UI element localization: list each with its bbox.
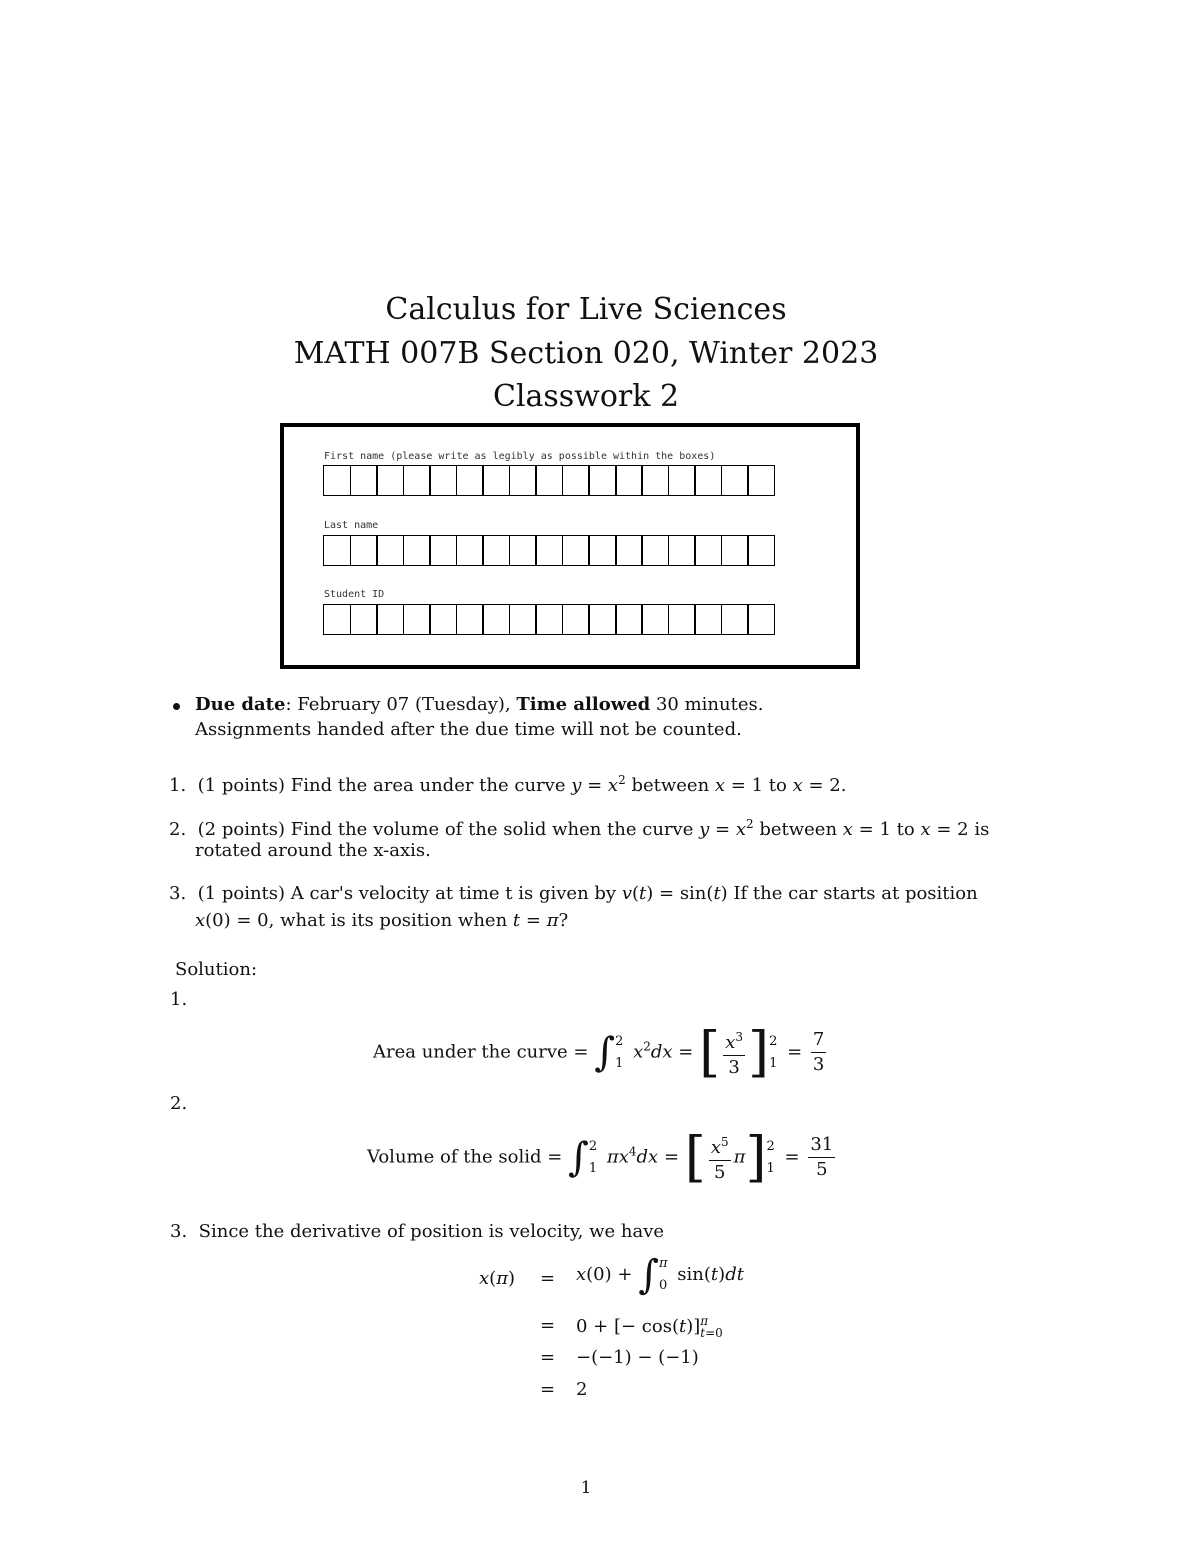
due-label: Due date (195, 694, 286, 715)
problem-1-text-b: between (631, 775, 710, 796)
letter-box[interactable] (535, 465, 563, 496)
letter-box[interactable] (694, 465, 722, 496)
letter-box[interactable] (429, 604, 457, 635)
letter-box[interactable] (641, 465, 669, 496)
equals-sign: = (540, 1315, 556, 1336)
solution-3-step-3: −(−1) − (−1) (576, 1347, 699, 1368)
problem-2-continued: rotated around the x-axis. (195, 840, 431, 861)
problem-2-number: 2. (169, 819, 187, 840)
letter-box[interactable] (350, 465, 378, 496)
letter-box[interactable] (482, 535, 510, 566)
last-name-label: Last name (324, 520, 379, 531)
letter-box[interactable] (403, 465, 431, 496)
letter-box[interactable] (456, 604, 484, 635)
solution-3-step-1-rhs: x(0) + ∫ π 0 sin(t)dt (576, 1252, 744, 1298)
integral-icon: ∫ (594, 1029, 616, 1076)
letter-box[interactable] (403, 535, 431, 566)
problem-2-text-a: (2 points) Find the volume of the solid when the curve (197, 819, 694, 840)
first-name-label: First name (please write as legibly as possible within the boxes) (324, 451, 716, 462)
student-id-label: Student ID (324, 589, 385, 600)
time-label: Time allowed (516, 694, 651, 715)
letter-box[interactable] (562, 604, 590, 635)
problem-3-text-c: , what is its position when (268, 910, 508, 931)
last-name-boxes[interactable] (323, 535, 775, 566)
letter-box[interactable] (509, 535, 537, 566)
solution-1-result-den: 3 (812, 1054, 825, 1075)
time-value: 30 minutes. (650, 694, 764, 715)
problem-1-text-a: (1 points) Find the area under the curve (197, 775, 566, 796)
letter-box[interactable] (562, 535, 590, 566)
equals-sign: = (540, 1347, 556, 1368)
letter-box[interactable] (509, 465, 537, 496)
letter-box[interactable] (562, 465, 590, 496)
letter-box[interactable] (456, 535, 484, 566)
problem-3-continued: x(0) = 0, what is its position when t = π? (195, 910, 569, 931)
letter-box[interactable] (350, 535, 378, 566)
solution-1-result-num: 7 (811, 1028, 826, 1053)
letter-box[interactable] (323, 604, 351, 635)
letter-box[interactable] (588, 535, 616, 566)
letter-box[interactable] (323, 465, 351, 496)
due-date-line (195, 693, 763, 717)
integral-icon: ∫ (568, 1134, 589, 1181)
letter-box[interactable] (350, 604, 378, 635)
letter-box[interactable] (403, 604, 431, 635)
problem-3-text-a: (1 points) A car's velocity at time t is given by (197, 883, 617, 904)
due-value: : February 07 (Tuesday), (285, 694, 517, 715)
student-info-box (280, 423, 860, 669)
solution-2-number: 2. (170, 1093, 188, 1114)
letter-box[interactable] (588, 604, 616, 635)
letter-box[interactable] (721, 604, 749, 635)
letter-box[interactable] (429, 465, 457, 496)
integral-icon: ∫ (638, 1252, 660, 1298)
solution-3-step-1: x(π) (479, 1268, 516, 1289)
problem-1-text-c: to (768, 775, 787, 796)
letter-box[interactable] (376, 535, 404, 566)
problem-2-text-d: is (974, 819, 990, 840)
letter-box[interactable] (747, 465, 775, 496)
letter-box[interactable] (721, 535, 749, 566)
letter-box[interactable] (721, 465, 749, 496)
problem-3: 3. (1 points) A car's velocity at time t is given by v(t) = sin(t) If the car starts at position (169, 883, 978, 904)
letter-box[interactable] (615, 465, 643, 496)
solution-3-intro (170, 1220, 664, 1244)
letter-box[interactable] (509, 604, 537, 635)
equals-sign: = (540, 1379, 556, 1400)
letter-box[interactable] (615, 535, 643, 566)
letter-box[interactable] (747, 604, 775, 635)
late-note: Assignments handed after the due time will not be counted. (195, 719, 742, 740)
letter-box[interactable] (535, 535, 563, 566)
problem-2-text-b: between (759, 819, 838, 840)
solution-2-result-num: 31 (808, 1133, 835, 1158)
solution-2-lhs: Volume of the solid (367, 1146, 542, 1168)
letter-box[interactable] (668, 535, 696, 566)
letter-box[interactable] (668, 465, 696, 496)
letter-box[interactable] (429, 535, 457, 566)
letter-box[interactable] (668, 604, 696, 635)
problem-1: 1. (1 points) Find the area under the curve $y = x^2$ between x = 1 to x = 2. (169, 773, 847, 796)
solution-1-lhs: Area under the curve (373, 1041, 568, 1063)
letter-box[interactable] (641, 604, 669, 635)
solution-heading: Solution: (175, 959, 258, 980)
bullet-icon (173, 703, 180, 710)
letter-box[interactable] (323, 535, 351, 566)
student-id-boxes[interactable] (323, 604, 775, 635)
solution-1-number: 1. (170, 989, 188, 1010)
course-line: MATH 007B Section 020, Winter 2023 (293, 336, 879, 371)
problem-1-number: 1. (169, 775, 187, 796)
letter-box[interactable] (694, 535, 722, 566)
problem-2: 2. (2 points) Find the volume of the solid when the curve $y = x^2$ between x = 1 to x = 2 is (169, 817, 990, 840)
solution-1-equation: Area under the curve = ∫ 2 1 $x^2dx$ = [ $\frac{x^3}{3}$ ] 2 1 = $\frac{7}{3}$ (373, 1020, 825, 1084)
letter-box[interactable] (747, 535, 775, 566)
letter-box[interactable] (482, 604, 510, 635)
letter-box[interactable] (456, 465, 484, 496)
solution-2-result-den: 5 (816, 1159, 828, 1180)
letter-box[interactable] (482, 465, 510, 496)
solution-3-number: 3. (170, 1221, 188, 1242)
solution-2-equation: Volume of the solid = ∫ 2 1 $\pi x^4dx$ = [ $\frac{x^5}{5}$ π] 2 1 = $\frac{31}{5}$ (367, 1125, 834, 1189)
letter-box[interactable] (615, 604, 643, 635)
first-name-boxes[interactable] (323, 465, 775, 496)
assignment-line: Classwork 2 (492, 379, 680, 414)
solution-3-step-4: 2 (576, 1379, 588, 1400)
letter-box[interactable] (376, 465, 404, 496)
problem-2-text-c: to (896, 819, 915, 840)
letter-box[interactable] (588, 465, 616, 496)
letter-box[interactable] (376, 604, 404, 635)
letter-box[interactable] (641, 535, 669, 566)
letter-box[interactable] (535, 604, 563, 635)
solution-3-step-2: 0 + [− cos(t)] π t=0 (576, 1314, 723, 1340)
page-number: 1 (580, 1478, 592, 1498)
problem-3-number: 3. (169, 883, 187, 904)
problem-3-text-b: If the car starts at position (733, 883, 978, 904)
document-title: Calculus for Live Sciences (385, 292, 787, 327)
letter-box[interactable] (694, 604, 722, 635)
equals-sign: = (540, 1268, 556, 1289)
solution-3-text: Since the derivative of position is velocity, we have (198, 1221, 665, 1242)
